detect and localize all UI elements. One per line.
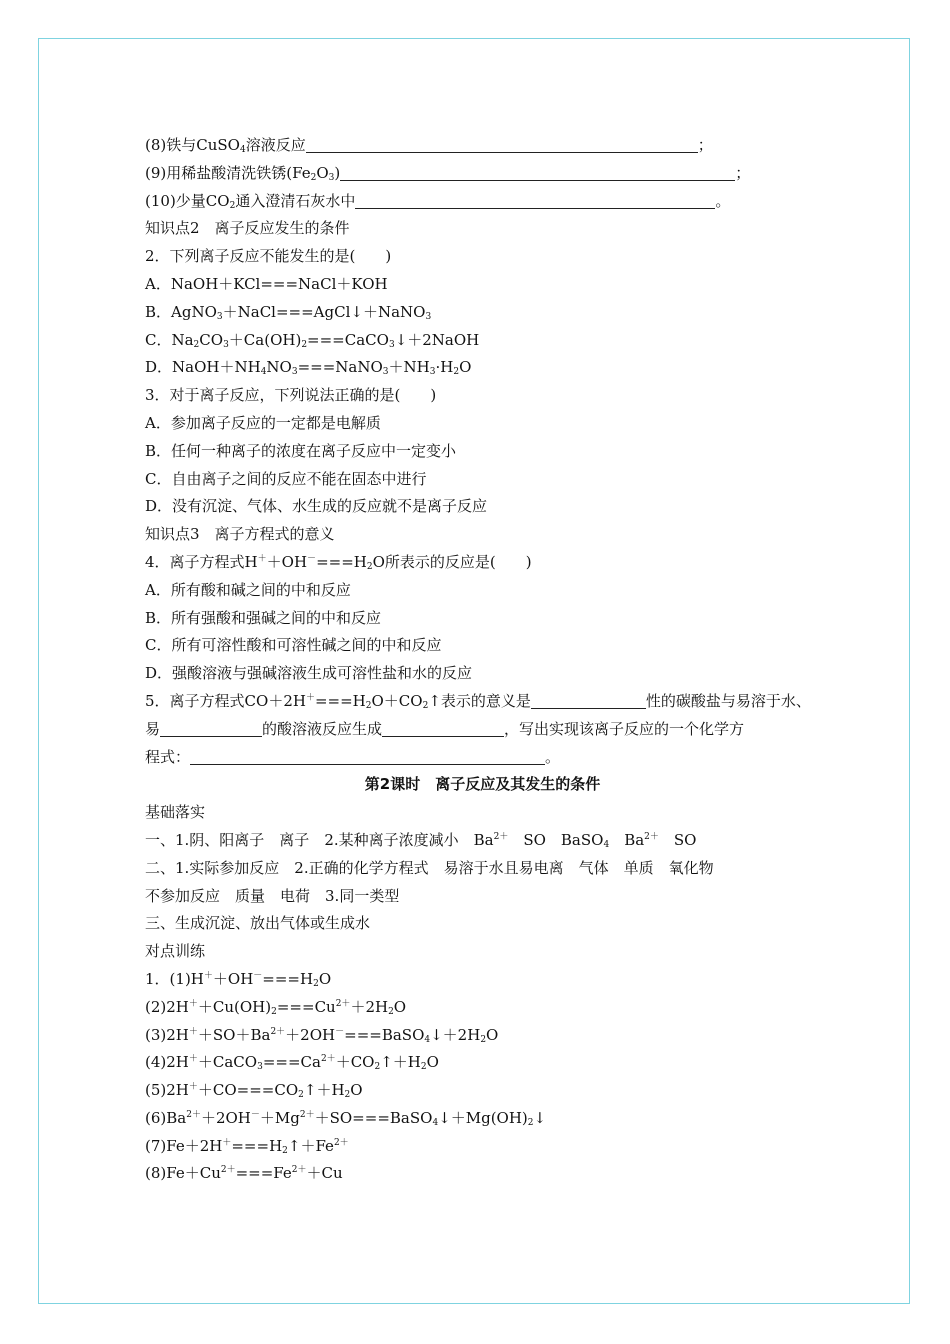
text: O＋CO — [371, 691, 423, 710]
text: (7)Fe＋2H — [145, 1136, 223, 1155]
option-c: C．所有可溶性酸和可溶性碱之间的中和反应 — [145, 636, 442, 655]
subscript: 4 — [239, 145, 246, 155]
superscript: － — [307, 553, 317, 564]
text: ===H — [316, 552, 367, 571]
superscript: ＋ — [188, 998, 198, 1009]
text: ； — [697, 136, 713, 154]
subscript: 2 — [282, 1145, 288, 1156]
subscript: 2 — [366, 561, 373, 572]
answer-line: 不参加反应 质量 电荷 3.同一类型 — [145, 886, 400, 905]
superscript: ＋ — [188, 1054, 198, 1065]
text: ↓＋Mg(OH) — [438, 1108, 528, 1127]
text: ； — [735, 163, 751, 182]
text: Ba — [609, 830, 645, 849]
subscript: 2 — [301, 339, 308, 350]
text: ↓＋2NaOH — [394, 330, 480, 349]
text: NO — [266, 358, 292, 377]
text: ＋CaCO — [197, 1053, 258, 1072]
option-b — [145, 299, 820, 327]
text: (8)Fe＋Cu — [145, 1164, 221, 1183]
text: ＋NaCl===AgCl↓＋NaNO — [222, 302, 426, 321]
knowledge-point-3: 知识点3 离子方程式的意义 — [145, 525, 335, 544]
text: ＋OH — [266, 552, 308, 571]
text: ＋NH — [388, 358, 430, 377]
question-5-line-3 — [145, 744, 820, 772]
superscript: 2＋ — [333, 1137, 349, 1148]
question-5-line-1 — [145, 688, 820, 716]
superscript: 2＋ — [270, 1026, 286, 1037]
text: 5．离子方程式CO＋2H — [145, 691, 306, 710]
option-a: A．所有酸和碱之间的中和反应 — [145, 580, 351, 599]
answer-blank[interactable] — [382, 720, 504, 737]
answer-line — [145, 1049, 820, 1077]
text: ===Ca — [262, 1053, 321, 1072]
section-heading: 对点训练 — [145, 942, 206, 961]
subscript: 3 — [216, 311, 223, 322]
answer-line: 三、生成沉淀、放出气体或生成水 — [145, 914, 371, 933]
text: ↑＋Fe — [287, 1136, 334, 1155]
text: SO BaSO — [508, 830, 604, 849]
option-c — [145, 327, 820, 355]
option-d — [145, 354, 820, 382]
subscript: 3 — [328, 172, 335, 183]
subscript: 2 — [420, 1062, 427, 1073]
text: O — [393, 997, 407, 1016]
subscript: 2 — [422, 700, 429, 711]
text: ＋Cu — [306, 1164, 343, 1183]
text: ↓ — [533, 1108, 547, 1127]
subscript: 2 — [453, 367, 460, 378]
subscript: 3 — [425, 311, 432, 322]
answer-blank[interactable] — [160, 720, 262, 737]
text: ↓＋2H — [430, 1025, 481, 1044]
text: D．NaOH＋NH — [145, 358, 261, 377]
superscript: ＋ — [257, 553, 267, 564]
text: B．AgNO — [145, 302, 217, 321]
subscript: 2 — [313, 978, 319, 989]
question-5-line-2 — [145, 716, 820, 744]
subscript: 3 — [257, 1062, 263, 1073]
option-a: A．NaOH＋KCl===NaCl＋KOH — [145, 274, 388, 293]
answer-line — [145, 827, 820, 855]
text: ＋SO＋Ba — [197, 1025, 271, 1044]
text: ＋2OH — [200, 1108, 251, 1127]
text: 。 — [545, 747, 561, 766]
text: (2)2H — [145, 997, 189, 1016]
answer-line — [145, 1160, 820, 1188]
text: 的酸溶液反应生成 — [262, 719, 383, 738]
answer-line — [145, 1105, 820, 1133]
text: O — [316, 163, 329, 182]
text: ＋Ca(OH) — [228, 330, 302, 349]
subscript: 2 — [365, 700, 372, 711]
text: ↑＋H — [380, 1053, 421, 1072]
text: ＋2H — [350, 997, 389, 1016]
subscript: 4 — [603, 839, 610, 850]
subscript: 2 — [527, 1117, 534, 1128]
subscript: 2 — [388, 1006, 394, 1017]
text: O — [459, 358, 472, 377]
text: C．Na — [145, 330, 194, 349]
superscript: 2＋ — [220, 1165, 236, 1176]
text: 通入澄清石灰水中 — [235, 191, 356, 210]
text: ===NaNO — [297, 358, 383, 377]
text: ===CaCO — [307, 330, 389, 349]
text: (6)Ba — [145, 1108, 187, 1127]
superscript: ＋ — [222, 1137, 232, 1148]
question-2-stem: 2．下列离子反应不能发生的是( ) — [145, 247, 392, 266]
subscript: 3 — [429, 367, 436, 378]
text: (4)2H — [145, 1053, 189, 1072]
superscript: 2＋ — [493, 831, 509, 842]
text: 溶液反应 — [245, 136, 306, 154]
answer-line — [145, 1022, 820, 1050]
answer-line: 二、1.实际参加反应 2.正确的化学方程式 易溶于水且易电离 气体 单质 氧化物 — [145, 858, 714, 877]
question-4-stem — [145, 549, 820, 577]
section-heading: 基础落实 — [145, 803, 206, 822]
text: ＋2OH — [285, 1025, 336, 1044]
subscript: 3 — [382, 367, 389, 378]
subscript: 3 — [223, 339, 229, 350]
superscript: － — [335, 1026, 345, 1037]
subscript: 2 — [374, 1062, 381, 1073]
text: ===Cu — [276, 997, 336, 1016]
text: ===BaSO — [344, 1025, 425, 1044]
text: (9)用稀盐酸清洗铁锈(Fe — [145, 163, 311, 182]
question-9 — [145, 160, 820, 188]
option-c: C．自由离子之间的反应不能在固态中进行 — [145, 469, 427, 488]
text: CO — [199, 330, 224, 349]
answer-blank[interactable] — [190, 748, 545, 765]
subscript: 4 — [260, 367, 267, 378]
answer-line — [145, 966, 820, 994]
option-a: A．参加离子反应的一定都是电解质 — [145, 413, 381, 432]
text: ) — [334, 163, 341, 182]
subscript: 2 — [480, 1034, 487, 1045]
text: 程式： — [145, 747, 191, 766]
answer-line — [145, 1077, 820, 1105]
answer-blank[interactable] — [340, 164, 735, 181]
text: ＋SO===BaSO — [314, 1108, 433, 1127]
answer-blank[interactable] — [531, 692, 646, 709]
text: O — [350, 1081, 363, 1100]
superscript: － — [250, 1109, 260, 1120]
answer-blank[interactable] — [306, 136, 698, 153]
text: ===H — [231, 1136, 283, 1155]
text: ===H — [262, 969, 314, 988]
text: ===H — [314, 691, 366, 710]
text: ===Fe — [235, 1164, 292, 1183]
answer-line — [145, 994, 820, 1022]
subscript: 2 — [344, 1090, 351, 1101]
text: O — [486, 1025, 499, 1044]
subscript: 3 — [388, 339, 395, 350]
text: ＋CO — [335, 1053, 375, 1072]
text: ＋OH — [212, 969, 254, 988]
superscript: 2＋ — [335, 998, 351, 1009]
text: (8)铁与CuSO — [145, 136, 240, 154]
text: (3)2H — [145, 1025, 189, 1044]
subscript: 2 — [229, 200, 236, 211]
text: O — [318, 969, 332, 988]
text: 。 — [715, 191, 731, 210]
subscript: 2 — [193, 339, 200, 350]
knowledge-point-2: 知识点2 离子反应发生的条件 — [145, 219, 350, 238]
text: (5)2H — [145, 1081, 189, 1100]
text: SO — [658, 830, 697, 849]
question-8 — [145, 132, 820, 160]
document-body — [145, 132, 820, 1188]
option-b: B．所有强酸和强碱之间的中和反应 — [145, 608, 382, 627]
superscript: － — [253, 970, 263, 981]
text: ·H — [435, 358, 454, 377]
text: ＋Mg — [259, 1108, 300, 1127]
option-d: D．没有沉淀、气体、水生成的反应就不是离子反应 — [145, 497, 488, 516]
subscript: 2 — [271, 1006, 277, 1017]
answer-line — [145, 1133, 820, 1161]
subscript: 4 — [424, 1034, 431, 1045]
superscript: 2＋ — [291, 1165, 307, 1176]
text: 性的碳酸盐与易溶于水、 — [645, 691, 811, 710]
text: 易 — [145, 719, 161, 738]
superscript: 2＋ — [644, 831, 659, 842]
superscript: ＋ — [305, 692, 315, 703]
superscript: ＋ — [203, 970, 213, 981]
answer-blank[interactable] — [355, 192, 715, 209]
option-d: D．强酸溶液与强碱溶液生成可溶性盐和水的反应 — [145, 664, 473, 683]
superscript: 2＋ — [299, 1109, 315, 1120]
superscript: 2＋ — [320, 1054, 336, 1065]
text: ＋Cu(OH) — [197, 997, 272, 1016]
text: 一、1.阴、阳离子 离子 2.某种离子浓度减小 Ba — [145, 830, 494, 849]
superscript: 2＋ — [186, 1109, 201, 1120]
question-10 — [145, 188, 820, 216]
subscript: 3 — [291, 367, 298, 378]
subscript: 4 — [432, 1117, 439, 1128]
section-title: 第2课时 离子反应及其发生的条件 — [364, 775, 601, 794]
text: ，写出实现该离子反应的一个化学方 — [504, 719, 745, 738]
superscript: ＋ — [188, 1026, 198, 1037]
text: O — [426, 1053, 439, 1072]
question-3-stem: 3．对于离子反应，下列说法正确的是( ) — [145, 386, 437, 405]
text: 1．(1)H — [145, 969, 204, 988]
text: ↑表示的意义是 — [428, 691, 531, 710]
subscript: 2 — [298, 1090, 304, 1101]
superscript: ＋ — [188, 1082, 198, 1093]
text: ＋CO===CO — [197, 1081, 299, 1100]
subscript: 2 — [310, 172, 317, 183]
text: O所表示的反应是( ) — [372, 552, 532, 571]
text: ↑＋H — [303, 1081, 345, 1100]
text: (10)少量CO — [145, 191, 230, 210]
option-b: B．任何一种离子的浓度在离子反应中一定变小 — [145, 441, 457, 460]
text: 4．离子方程式H — [145, 552, 258, 571]
